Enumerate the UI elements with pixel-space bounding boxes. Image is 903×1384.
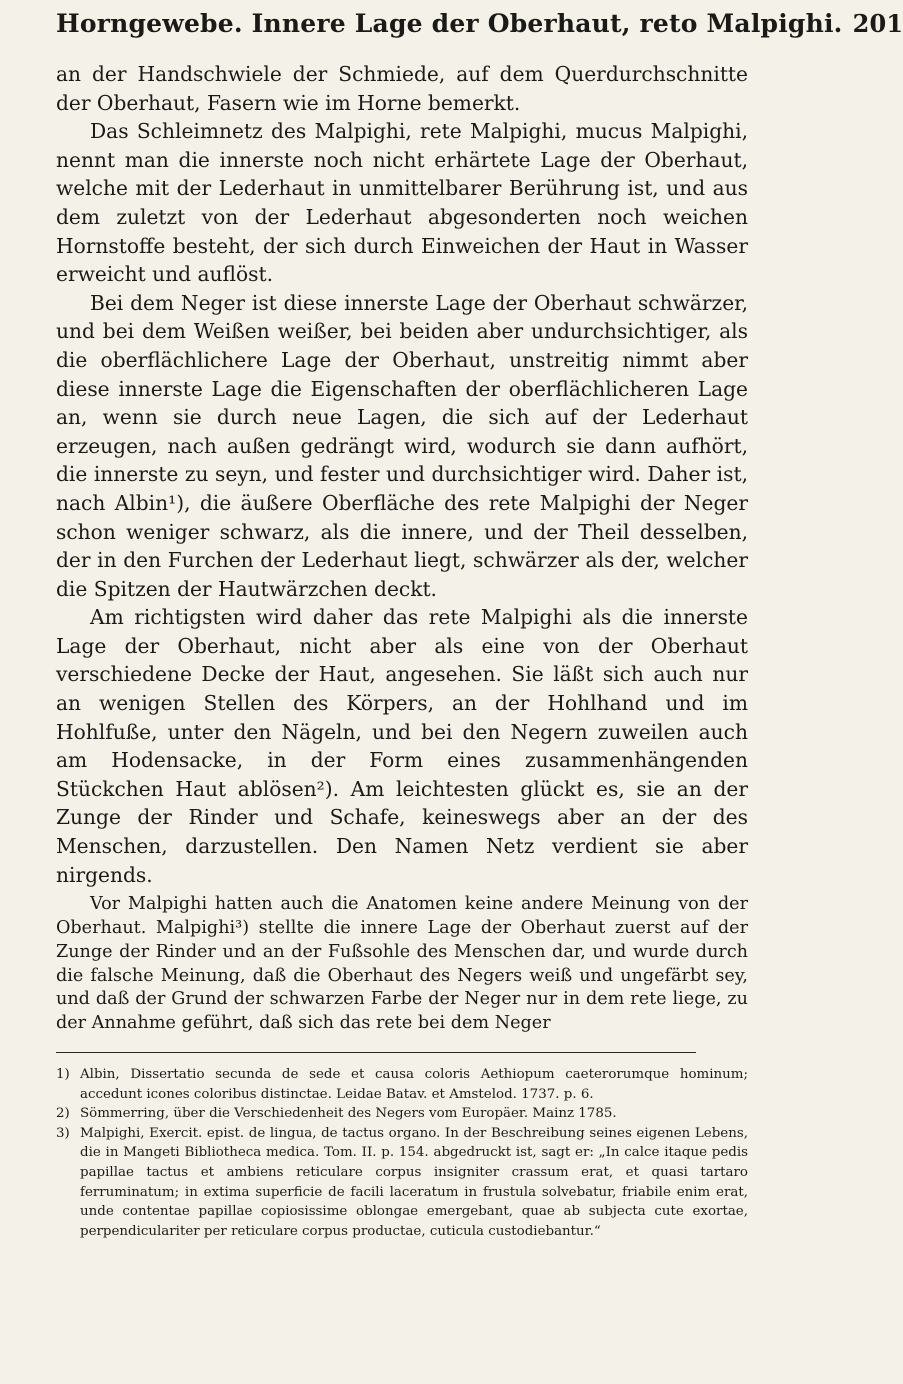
footnote bbox=[56, 1124, 748, 1242]
main-text bbox=[56, 60, 748, 889]
page-number: 201 bbox=[852, 9, 903, 38]
footnote-marker: 2) bbox=[56, 1106, 70, 1122]
paragraph-neger: Bei dem Neger ist diese innerste Lage der Oberhaut schwärzer, und bei dem Weißen weißer, bei beiden aber undurchsichtiger, als die oberflächlichere Lage der Oberhaut, unstreitig nimmt aber diese innerste Lage die Eigenschaften der oberflächlicheren Lage an, wenn sie durch neue Lagen, die sich auf der Lederhaut erzeugen, nach außen gedrängt wird, wodurch sie dann aufhört, die innerste zu seyn, und fester und durchsichtiger wird. Daher ist, nach Albin¹), die äußere Oberfläche des rete Malpighi der Neger schon weniger schwarz, als die innere, und der Theil desselben, der in den Furchen der Lederhaut liegt, schwärzer als der, welcher die Spitzen der Hautwärzchen deckt. bbox=[56, 290, 748, 601]
footnote bbox=[56, 1104, 748, 1124]
running-head bbox=[56, 8, 903, 40]
footnote-divider bbox=[56, 1052, 696, 1053]
small-print-paragraph: Vor Malpighi hatten auch die Anatomen keine andere Meinung von der Oberhaut. Malpighi³) stellte die innere Lage der Oberhaut zuerst auf der Zunge der Rinder und an der Fußsohle des Menschen dar, und wurde durch die falsche Meinung, daß die Oberhaut des Negers weiß und ungefärbt sey, und daß der Grund der schwarzen Farbe der Neger nur in dem rete liege, zu der Annahme geführt, daß sich das rete bei dem Neger bbox=[56, 894, 748, 1034]
footnote-text: Malpighi, Exercit. epist. de lingua, de tactus organo. In der Beschreibung seines eigenen Lebens, die in Mangeti Bibliotheca medica. Tom. II. p. 154. abgedruckt ist, sagt er: „In calce itaque pedis papillae tactus et ambiens reticulare corpus insigniter crassum erat, et quasi tartaro ferruminatum; in extima superficie de facili laceratum in frustula solvebatur, friabile enim erat, unde contentae papillae copiosissime oblongae emergebant, quae ab subjecta cute exortae, perpendiculariter per reticulare corpus productae, cuticula custodiebantur.“ bbox=[80, 1125, 748, 1239]
footnotes bbox=[56, 1065, 748, 1241]
running-head-title: Horngewebe. Innere Lage der Oberhaut, reto Malpighi. bbox=[56, 9, 843, 38]
footnote-marker: 1) bbox=[56, 1067, 70, 1082]
footnote bbox=[56, 1065, 748, 1104]
paragraph-innerste-lage: Am richtigsten wird daher das rete Malpighi als die innerste Lage der Oberhaut, nicht aber als eine von der Oberhaut verschiedene Decke der Haut, angesehen. Sie läßt sich auch nur an wenigen Stellen des Körpers, an der Hohlhand und im Hohlfuße, unter den Nägeln, und bei den Negern zuweilen auch am Hodensacke, in der Form eines zusammenhängenden Stückchen Haut ablösen²). Am leichtesten glückt es, sie an der Zunge der Rinder und Schafe, keineswegs aber an der des Menschen, darzustellen. Den Namen Netz verdient sie aber nirgends. bbox=[56, 605, 748, 887]
footnote-text: Sömmerring, über die Verschiedenheit des Negers vom Europäer. Mainz 1785. bbox=[80, 1106, 617, 1122]
paragraph-continuation: an der Handschwiele der Schmiede, auf dem Querdurchschnitte der Oberhaut, Fasern wie im Horne bemerkt. bbox=[56, 62, 748, 115]
paragraph-schleimnetz: Das Schleimnetz des Malpighi, rete Malpighi, mucus Malpighi, nennt man die innerste noch nicht erhärtete Lage der Oberhaut, welche mit der Lederhaut in unmittelbarer Berührung ist, und aus dem zuletzt von der Lederhaut abgesonderten noch weichen Hornstoffe besteht, der sich durch Einweichen der Haut in Wasser erweicht und auflöst. bbox=[56, 119, 748, 287]
footnote-marker: 3) bbox=[56, 1125, 70, 1141]
footnote-text: Albin, Dissertatio secunda de sede et causa coloris Aethiopum caeterorumque hominum; accedunt icones coloribus distinctae. Leidae Batav. et Amstelod. 1737. p. 6. bbox=[80, 1067, 748, 1102]
